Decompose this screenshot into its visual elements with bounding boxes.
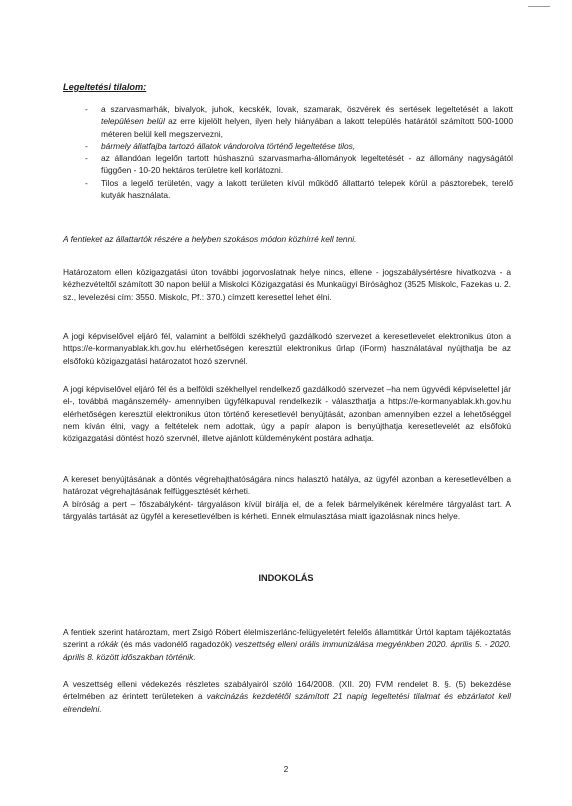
paragraph-suspensive-effect: A kereset benyújtásának a döntés végrehajthatóságára nincs halasztó hatálya, az ügyfél azonban a keresetlevélben a határozat végrehajtásának felfüggesztését kérheti. A bíróság a pert – főszabályként- tárgyaláson kívül bírálja el, de a felek bármelyikének kérelmére tárgyalást tart. A tárgyalás tartását az ügyfél a keresetlevélben is kérheti. Ennek elmulasztása miatt igazolásnak nincs helye. <box>63 474 511 521</box>
page-number: 2 <box>283 764 289 774</box>
paragraph-reasoning-1: A fentiek szerint határoztam, mert Zsigó Róbert élelmiszerlánc-felügyeletért felelős államtitkár Úrtól kaptam tájékoztatás szerint a rókák (és más vadonélő ragadozók) veszettség elleni orális immunizálása megyénkben 2020. április 5. - 2020. április 8. között időszakban történik. <box>63 627 511 662</box>
paragraph-reasoning-2: A veszettség elleni védekezés részletes szabályairól szóló 164/2008. (XII. 20) FVM rendelet 8. §. (5) bekezdése értelmében az érintett területeken a vakcinázás kezdetétől számított 21 napig legeltetési tilalmat és ebzárlatot kell elrendelni. <box>63 679 512 714</box>
grazing-ban-list <box>63 103 513 201</box>
list-item: - az állandóan legelőn tartott húshasznú szarvasmarha-állományok legeltetését - az állomány nagyságától függően - 10-20 hektáros területre kell korlátozni. <box>85 153 513 176</box>
paragraph-appeal: Határozatom ellen közigazgatási úton további jogorvoslatnak helye nincs, ellene - jogszabálysértésre hivatkozva - a kézhezvételtől számított 30 napon belül a Miskolci Közigazgatási és Munkaügyi Bírósághoz (3525 Miskolc, Fazekas u. 2. sz., levelezési cím: 3550. Miskolc, Pf.: 370.) címzett keresettel lehet élni. <box>63 267 511 302</box>
list-item: - Tilos a legelő területén, vagy a lakott területen kívül működő állattartó telepek körül a pásztorebek, terelő kutyák használata. <box>85 177 513 201</box>
public-notice: A fentieket az állattartók részére a helyben szokásos módon közhírré kell tenni. <box>63 234 357 244</box>
list-item: - a szarvasmarhák, bivalyok, juhok, kecskék, lovak, szamarak, öszvérek és sertések legeltetését a lakott településen belül az erre kijelölt helyen, ilyen hely hiányában a lakott település határától számított 500-1000 méteren belül kell megszervezni, <box>85 104 513 139</box>
paragraph-legal-representative: A jogi képviselővel eljáró fél, valamint a belföldi székhelyű gazdálkodó szervezet a keresetlevelet elektronikus úton a https://e-kormanyablak.kh.gov.hu elérhetőségen keresztül elektronikus űrlap (iForm) használatával nyújthatja be az elsőfokú közigazgatási határozatot hozó szervnél. <box>63 331 511 366</box>
section-heading-grazing-ban: Legeltetési tilalom: <box>63 82 147 92</box>
section-title-reasoning: INDOKOLÁS <box>258 573 314 583</box>
paragraph-electronic-filing: A jogi képviselővel eljáró fél és a belföldi székhellyel rendelkező gazdálkodó szervezet –ha nem ügyvédi képviselettel jár el-, továbbá magánszemély- amennyiben ügyfélkapuval rendelkezik - választhatja a https://e-kormanyablak.kh.gov.hu elérhetőségen keresztül elektronikus úton történő keresetlevél benyújtását, azonban amennyiben ezzel a lehetőséggel nem kíván élni, vagy a feltételek nem adottak, úgy a papír alapon is benyújthatja keresetlevelét az elsőfokú közigazgatási döntést hozó szervnél, illetve ajánlott küldeményként postára adhatja. <box>63 384 511 444</box>
list-item: - bármely állatfajba tartozó állatok vándorolva történő legeltetése tilos, <box>85 140 356 151</box>
scan-mark <box>528 6 550 7</box>
